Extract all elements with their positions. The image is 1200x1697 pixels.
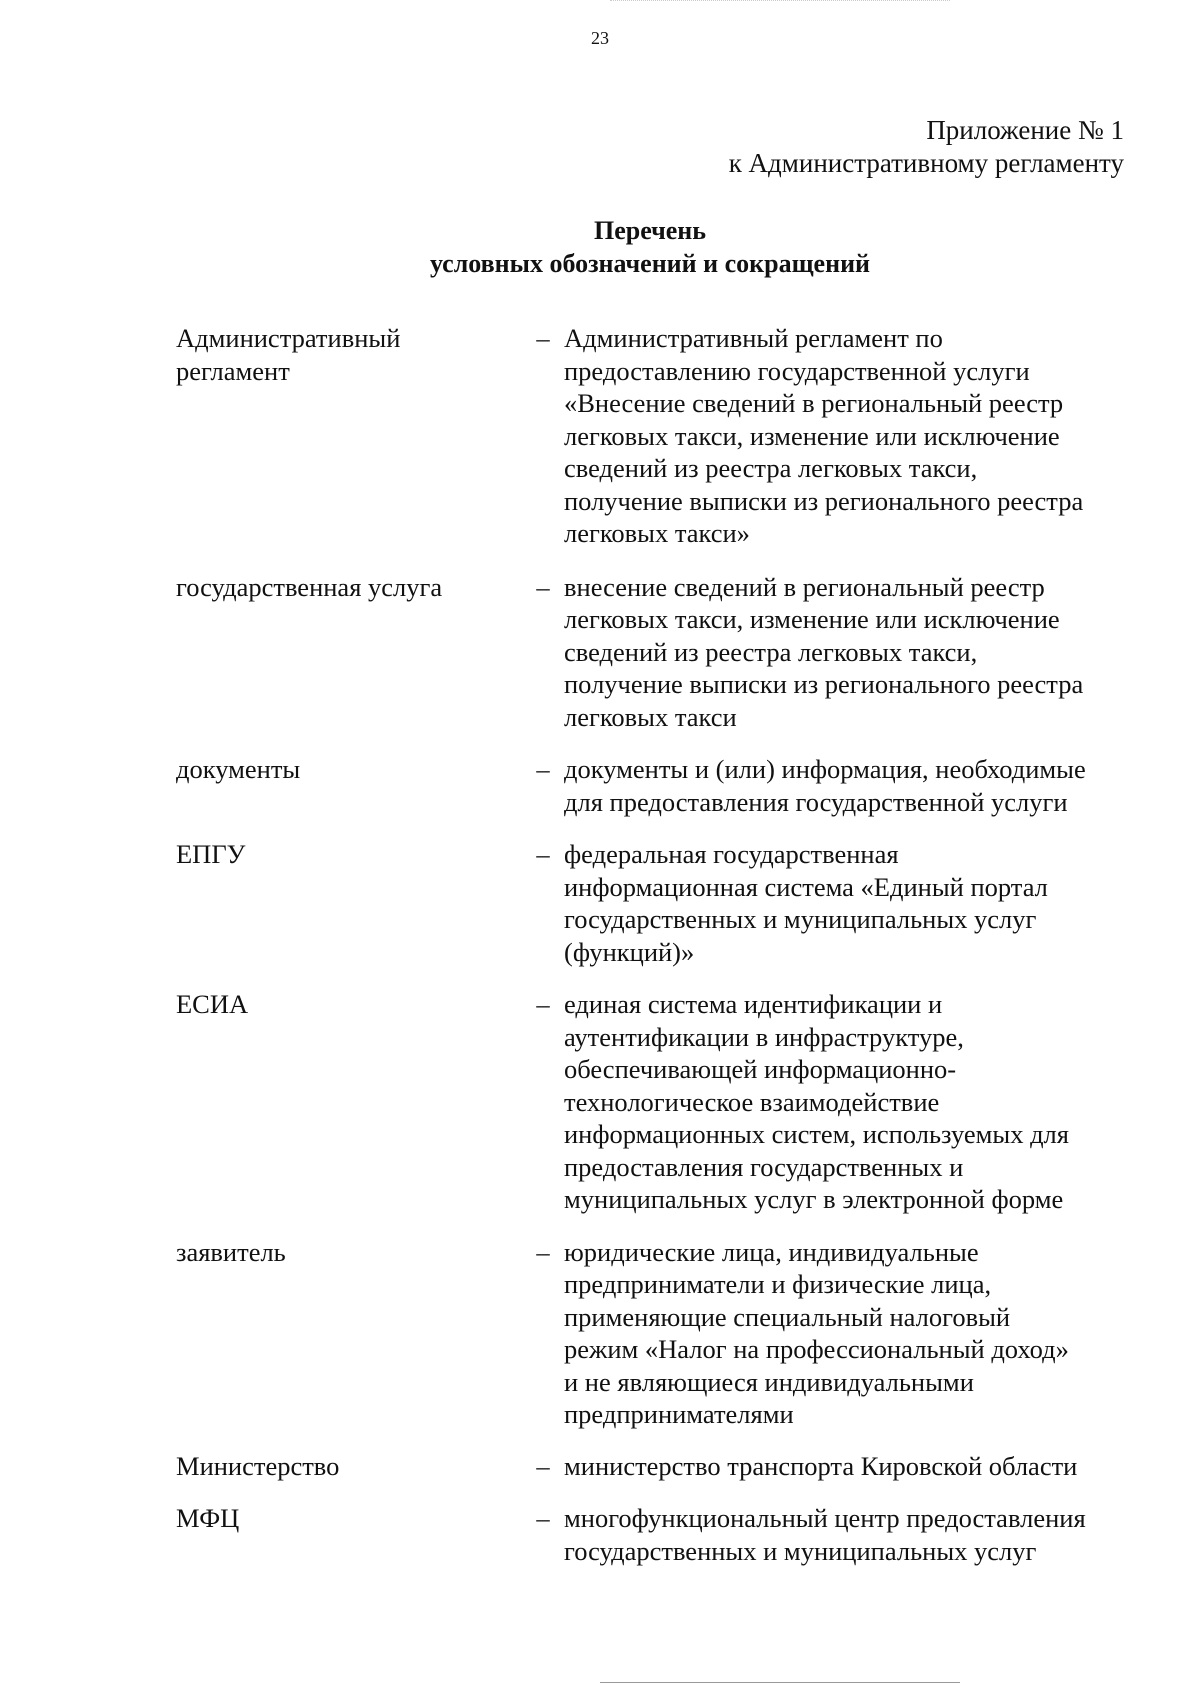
definition-line: предоставления государственных и [564, 1151, 964, 1182]
definition-line: юридические лица, индивидуальные [564, 1236, 979, 1267]
definition-line: аутентификации в инфраструктуре, [564, 1021, 964, 1052]
term-name [176, 988, 516, 1216]
appendix-line-1: Приложение № 1 [926, 115, 1124, 145]
definition-line: (функций)» [564, 936, 695, 967]
definition-line: получение выписки из регионального реестра [564, 485, 1084, 516]
term-dash: – [536, 839, 550, 869]
definition-line: документы и (или) информация, необходимые [564, 754, 1086, 784]
term-name [176, 753, 516, 818]
definition-line: предоставлению государственной услуги [564, 355, 1030, 386]
definition-line: легковых такси, изменение или исключение [564, 604, 1060, 634]
definition-line: легковых такси [564, 701, 737, 732]
footer-rule [600, 1682, 960, 1683]
definition-line: федеральная государственная [564, 839, 899, 869]
definition-line: муниципальных услуг в электронной форме [564, 1184, 1064, 1214]
definition-line: «Внесение сведений в региональный реестр [564, 388, 1064, 418]
term-row [176, 322, 1136, 550]
scan-edge-mark [610, 0, 950, 1]
term-name [176, 571, 516, 734]
definition-line: сведений из реестра легковых такси, [564, 453, 978, 483]
term-definition [564, 1236, 1136, 1431]
definition-line: министерство транспорта Кировской области [564, 1450, 1078, 1481]
definition-line: предприниматели и физические лица, [564, 1269, 992, 1299]
term-dash: – [536, 1450, 550, 1481]
term-definition [564, 1502, 1136, 1567]
term-row [176, 571, 1136, 734]
definition-line: многофункциональный центр предоставления [564, 1503, 1086, 1533]
terms-list [176, 322, 1136, 1567]
definition-line: Административный регламент по [564, 323, 943, 353]
term-name [176, 1450, 516, 1483]
term-definition [564, 753, 1136, 818]
term-name [176, 322, 516, 550]
definition-line: режим «Налог на профессиональный доход» [564, 1334, 1069, 1364]
term-dash: – [536, 323, 550, 353]
term-dash: – [536, 754, 550, 784]
term-name [176, 838, 516, 968]
term-name-line: документы [176, 754, 301, 784]
definition-line: единая система идентификации и [564, 989, 943, 1019]
definition-line: предпринимателями [564, 1399, 794, 1429]
term-definition [564, 322, 1136, 550]
definition-line: технологическое взаимодействие [564, 1086, 940, 1117]
term-dash: – [536, 571, 550, 602]
term-name-line: ЕСИА [176, 989, 249, 1019]
appendix-line-2: к Административному регламенту [728, 148, 1124, 178]
definition-line: и не являющиеся индивидуальными [564, 1366, 974, 1397]
term-row [176, 988, 1136, 1216]
term-name-line: заявитель [176, 1236, 286, 1267]
page-number: 23 [591, 28, 609, 48]
term-name-line: Министерство [176, 1450, 340, 1481]
title-line-1: Перечень [593, 216, 707, 245]
definition-line: легковых такси» [564, 518, 750, 548]
definition-line: применяющие специальный налоговый [564, 1301, 1011, 1332]
term-name [176, 1502, 516, 1567]
definition-line: информационных систем, используемых для [564, 1119, 1069, 1149]
definition-line: государственных и муниципальных услуг [564, 1535, 1037, 1566]
definition-line: получение выписки из регионального реестра [564, 669, 1084, 699]
term-definition [564, 571, 1136, 734]
definition-line: легковых такси, изменение или исключение [564, 420, 1060, 451]
term-row [176, 1236, 1136, 1431]
term-definition [564, 988, 1136, 1216]
appendix-header [729, 114, 1124, 180]
term-name-line: ЕПГУ [176, 839, 246, 869]
term-definition [564, 838, 1136, 968]
definition-line: информационная система «Единый портал [564, 871, 1048, 902]
term-name-line: МФЦ [176, 1503, 240, 1533]
term-row [176, 1502, 1136, 1567]
title-line-2: условных обозначений и сокращений [429, 249, 871, 278]
term-dash: – [536, 1503, 550, 1533]
term-row [176, 753, 1136, 818]
term-row [176, 838, 1136, 968]
definition-line: внесение сведений в региональный реестр [564, 571, 1045, 602]
definition-line: для предоставления государственной услуги [564, 786, 1068, 817]
term-name [176, 1236, 516, 1431]
document-title [0, 214, 1200, 280]
term-name-line: Административный [176, 323, 401, 353]
term-row [176, 1450, 1136, 1483]
definition-line: обеспечивающей информационно- [564, 1054, 957, 1084]
definition-line: государственных и муниципальных услуг [564, 904, 1037, 934]
definition-line: сведений из реестра легковых такси, [564, 636, 978, 667]
term-name-line: регламент [176, 355, 290, 386]
term-definition [564, 1450, 1136, 1483]
term-dash: – [536, 1236, 550, 1267]
term-dash: – [536, 989, 550, 1019]
term-name-line: государственная услуга [176, 571, 443, 602]
